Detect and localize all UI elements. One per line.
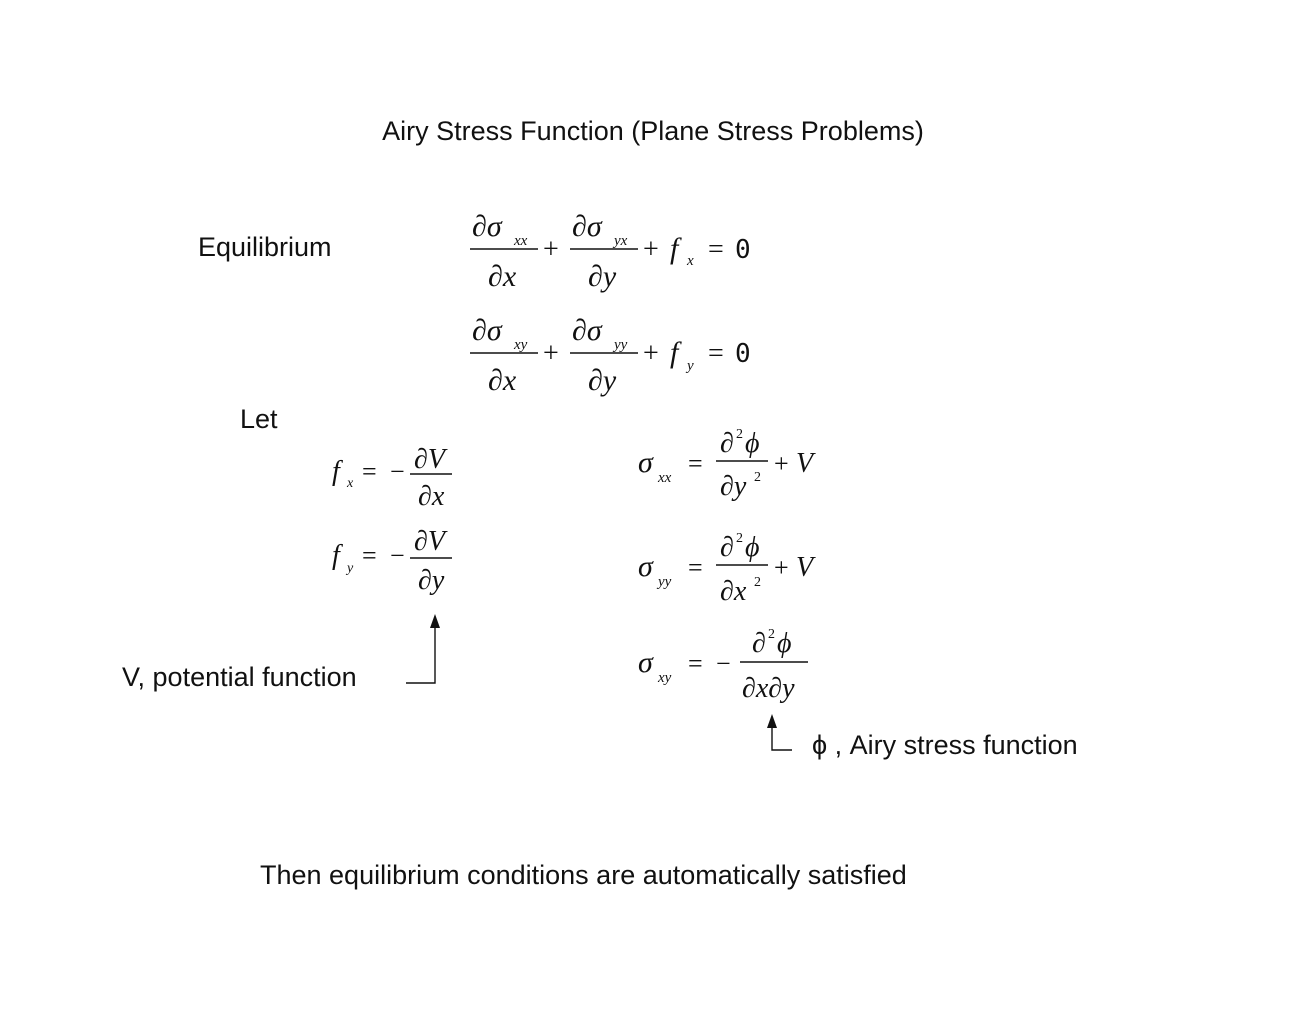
- svg-text:=: =: [688, 449, 703, 478]
- svg-text:y: y: [347, 561, 354, 576]
- svg-text:σ: σ: [638, 446, 653, 479]
- svg-text:∂y: ∂y: [720, 471, 747, 502]
- svg-text:∂x: ∂x: [720, 576, 747, 607]
- svg-text:∂V: ∂V: [414, 444, 445, 475]
- body-force-y-equation: [332, 526, 452, 596]
- svg-text:xx: xx: [658, 470, 672, 486]
- svg-text:+: +: [774, 553, 789, 582]
- svg-text:ϕ: ϕ: [777, 628, 792, 659]
- potential-function-label: V, potential function: [122, 662, 357, 692]
- svg-text:σ: σ: [638, 646, 653, 679]
- svg-text:f: f: [670, 336, 679, 369]
- svg-text:=: =: [362, 541, 377, 570]
- svg-text:f: f: [332, 540, 340, 571]
- airy-function-arrow: [767, 714, 792, 750]
- svg-text:∂x: ∂x: [488, 260, 517, 293]
- svg-text:∂x: ∂x: [418, 481, 445, 512]
- sigma-xy-equation: [638, 627, 808, 704]
- svg-text:=: =: [688, 553, 703, 582]
- svg-text:yy: yy: [658, 574, 672, 590]
- svg-text:−: −: [716, 649, 731, 678]
- svg-text:0: 0: [735, 339, 751, 369]
- equilibrium-equation-x: [470, 210, 751, 293]
- svg-text:2: 2: [754, 575, 761, 590]
- let-label: Let: [240, 404, 278, 434]
- svg-text:yx: yx: [614, 233, 628, 249]
- svg-text:∂x: ∂x: [488, 364, 517, 397]
- svg-text:f: f: [670, 232, 679, 265]
- svg-text:2: 2: [736, 427, 743, 442]
- svg-text:ϕ: ϕ: [745, 532, 760, 563]
- svg-text:=: =: [708, 234, 724, 265]
- page-title: Airy Stress Function (Plane Stress Problems): [382, 116, 924, 146]
- airy-function-label: ϕ , Airy stress function: [812, 730, 1078, 760]
- svg-text:V: V: [796, 448, 814, 479]
- svg-text:2: 2: [754, 470, 761, 485]
- sigma-yy-equation: [638, 531, 816, 607]
- svg-text:σ: σ: [638, 550, 653, 583]
- svg-text:xy: xy: [514, 337, 528, 353]
- svg-text:∂σ: ∂σ: [472, 314, 502, 347]
- svg-text:∂: ∂: [720, 532, 734, 563]
- svg-text:−: −: [390, 541, 405, 570]
- svg-text:0: 0: [735, 235, 751, 265]
- svg-text:=: =: [362, 457, 377, 486]
- svg-text:∂x∂y: ∂x∂y: [742, 673, 795, 704]
- svg-text:V: V: [796, 552, 814, 583]
- svg-text:∂y: ∂y: [588, 260, 617, 293]
- svg-text:2: 2: [736, 531, 743, 546]
- svg-text:y: y: [687, 358, 694, 374]
- svg-text:=: =: [708, 338, 724, 369]
- equilibrium-label: Equilibrium: [198, 232, 332, 262]
- svg-text:∂y: ∂y: [588, 364, 617, 397]
- svg-text:+: +: [774, 449, 789, 478]
- svg-text:2: 2: [768, 627, 775, 642]
- svg-text:x: x: [687, 253, 694, 269]
- equilibrium-equation-y: [470, 314, 751, 397]
- svg-text:∂σ: ∂σ: [572, 314, 602, 347]
- svg-text:xx: xx: [514, 233, 528, 249]
- svg-text:+: +: [643, 338, 659, 369]
- sigma-xx-equation: [638, 427, 816, 502]
- svg-text:xy: xy: [658, 670, 672, 686]
- svg-text:∂σ: ∂σ: [572, 210, 602, 243]
- svg-text:∂: ∂: [720, 428, 734, 459]
- conclusion-text: Then equilibrium conditions are automatically satisfied: [260, 860, 907, 890]
- svg-text:yy: yy: [614, 337, 628, 353]
- svg-text:∂y: ∂y: [418, 565, 445, 596]
- svg-text:+: +: [543, 234, 559, 265]
- svg-text:x: x: [347, 476, 354, 491]
- svg-text:∂V: ∂V: [414, 526, 445, 557]
- svg-text:+: +: [543, 338, 559, 369]
- svg-text:ϕ: ϕ: [745, 428, 760, 459]
- svg-text:+: +: [643, 234, 659, 265]
- svg-text:=: =: [688, 649, 703, 678]
- svg-text:−: −: [390, 457, 405, 486]
- potential-function-arrow: [406, 614, 440, 683]
- svg-text:∂σ: ∂σ: [472, 210, 502, 243]
- svg-text:f: f: [332, 456, 340, 487]
- svg-text:∂: ∂: [752, 628, 766, 659]
- body-force-x-equation: [332, 444, 452, 512]
